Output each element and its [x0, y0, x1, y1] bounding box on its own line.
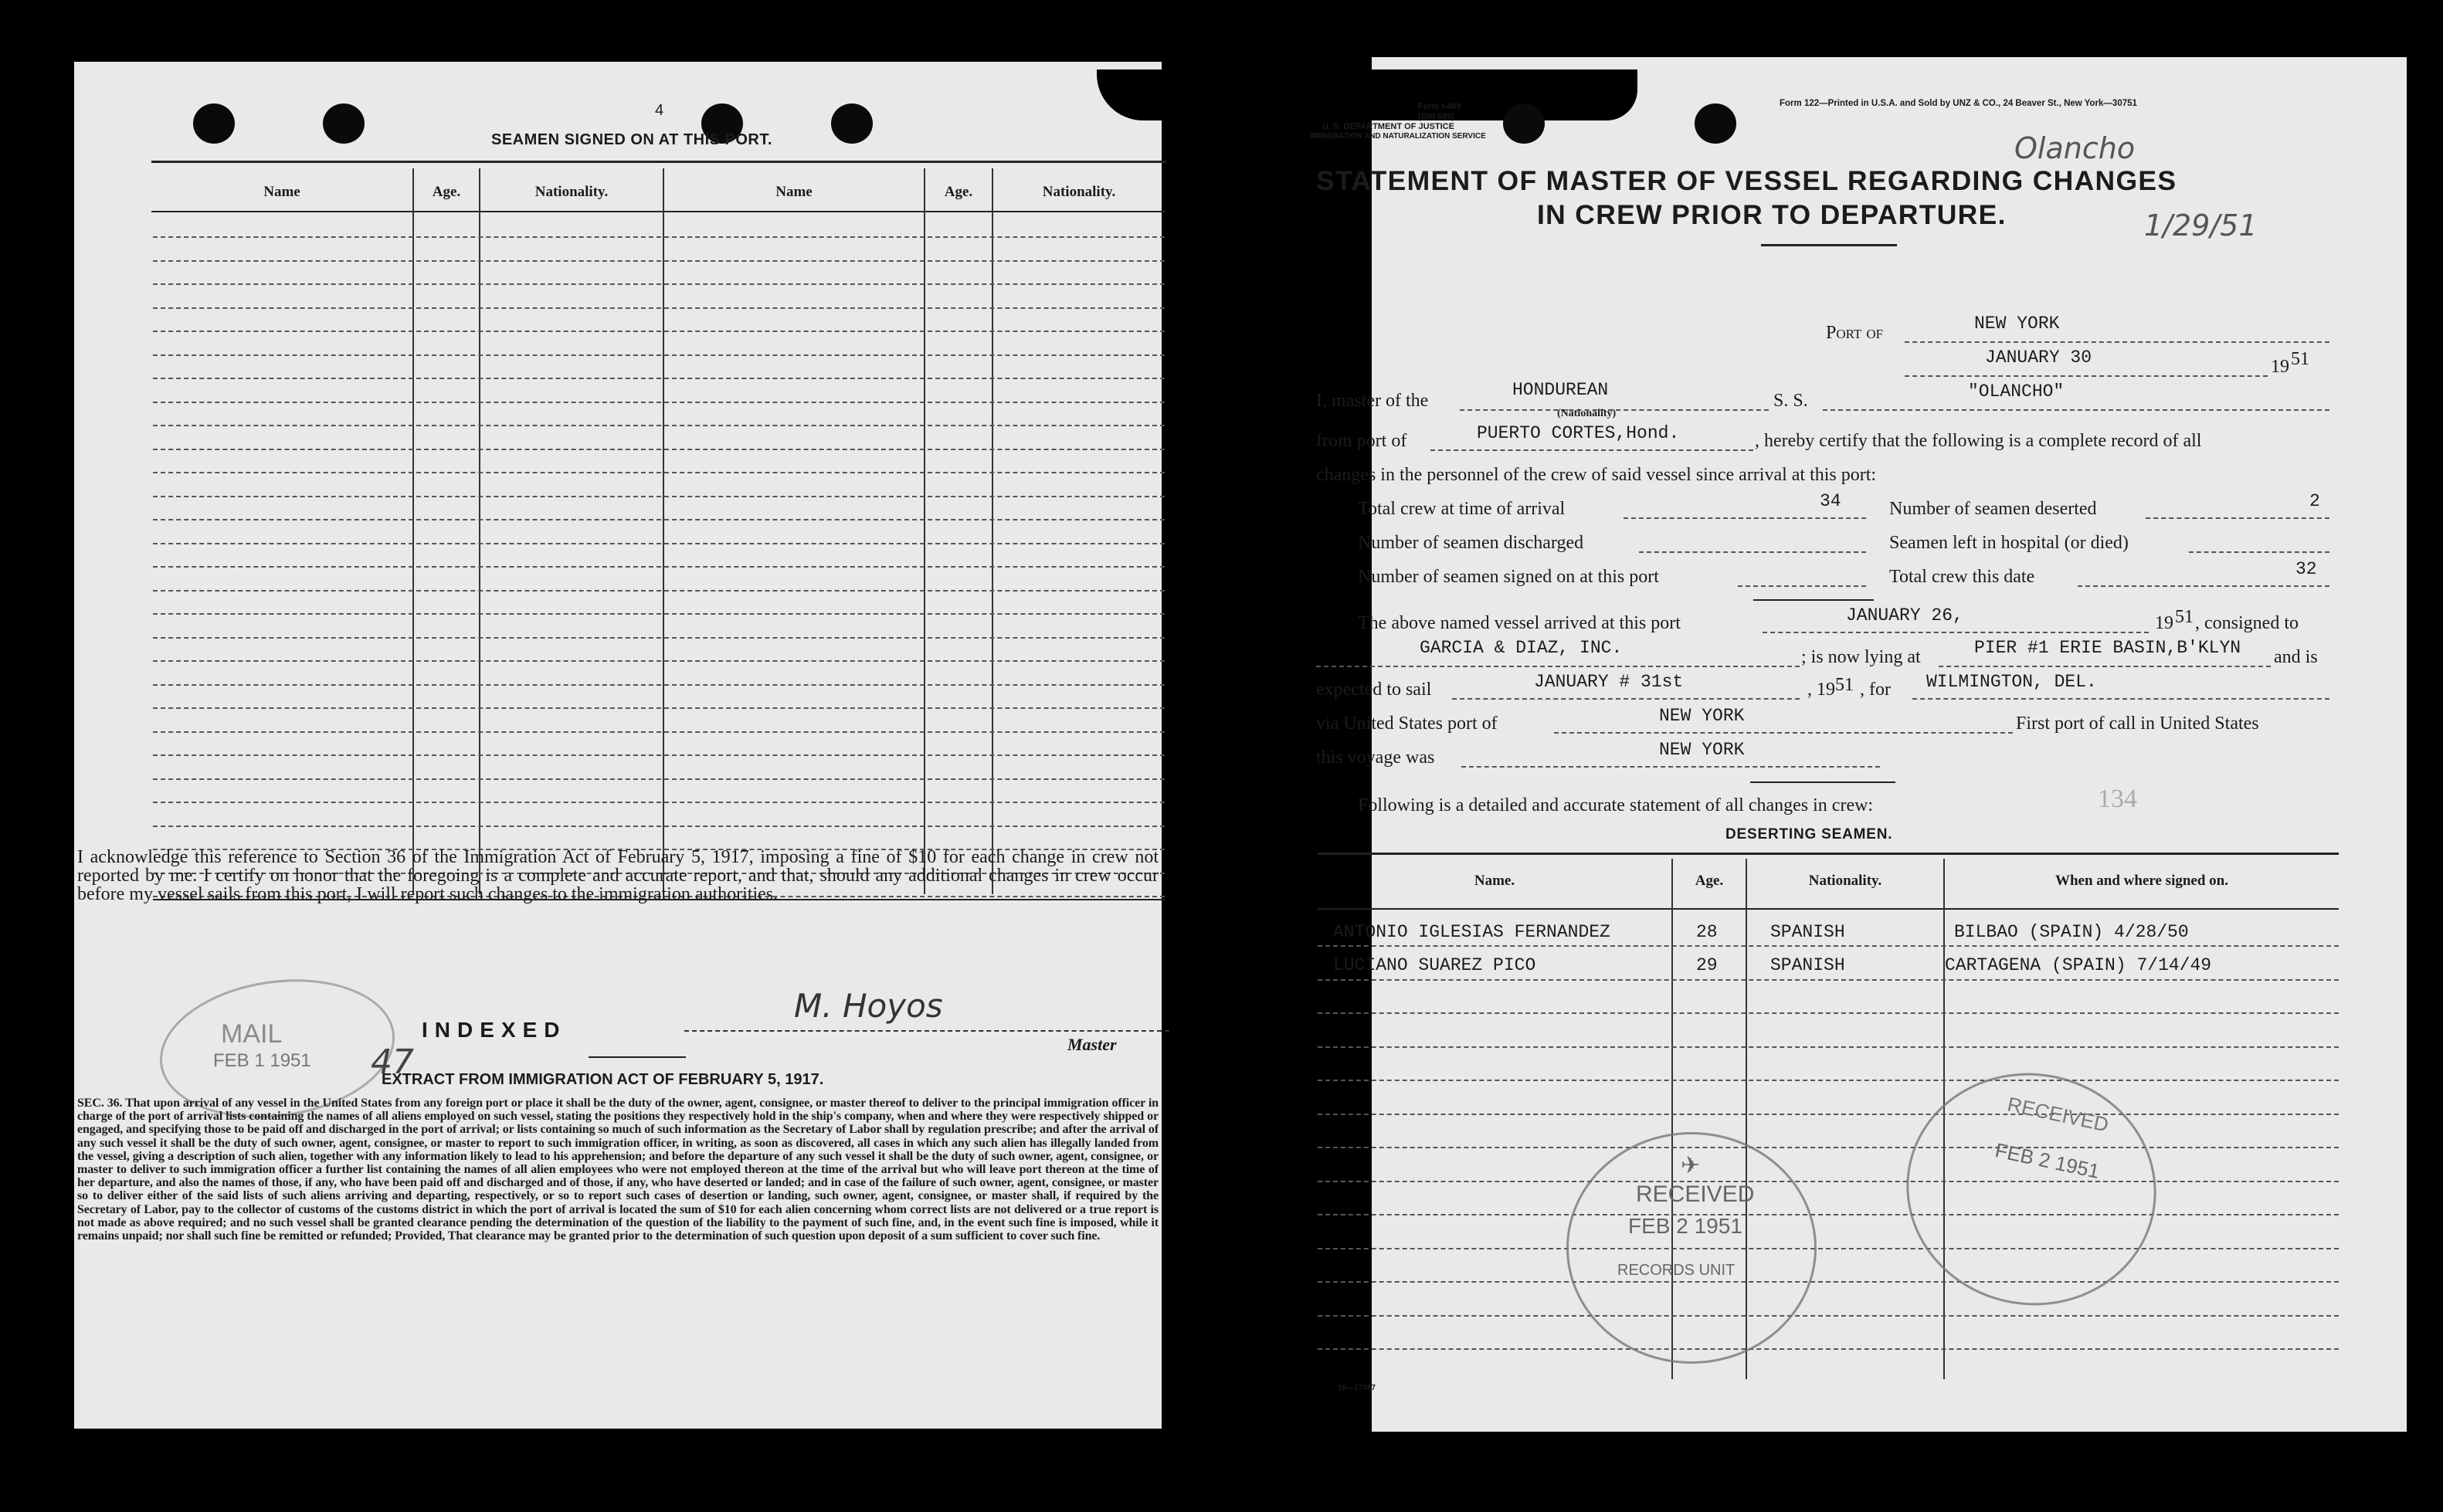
fill-line [2189, 551, 2329, 553]
received-stamp-label: RECEIVED [2005, 1092, 2111, 1137]
deserter-nationality: SPANISH [1770, 955, 1845, 975]
column-header: Name [775, 184, 813, 200]
row-line [153, 307, 1165, 309]
fill-line [1452, 698, 1800, 700]
fill-line [1738, 585, 1866, 587]
extract-text: SEC. 36. That upon arrival of any vessel in the United States from any foreign port or place it shall be the duty of the owner, agent, consignee, or master thereof to deliver to the principal immigration officer in charge of the port of arrival lists containing the names of all aliens employed on such vessel, stating the positions they respectively hold in the ship's company, when and where they were respectively shipped or engaged, and specifying those to be paid off and discharged in the port of arrival; or lists containing so much of such information as the Secretary of Labor shall by regulation prescribe; and after the arrival of any such vessel it shall be the duty of such owner, agent, consignee, or master to report to such immigration officer, in writing, as soon as discovered, all cases in which any such alien has illegally landed from the vessel, giving a description of such alien, together with any information likely to lead to his apprehension; and before the departure of any such vessel it shall be the duty of such owner, agent, consignee, or master to deliver to such immigration officer a further list containing the names of all alien employees who were not employed thereon at the time of the arrival but who will leave port thereon at the time of her departure, and also the names of those, if any, who have been paid off and discharged and of those, if any, who have deserted or landed; and in case of the failure of such owner, agent, consignee, or master so to deliver either of the said lists of such aliens arriving and departing, respectively, or so to report such cases of desertion or landing, such owner, agent, consignee, or master shall, if required by the Secretary of Labor, pay to the collector of customs of the customs district in which the port of arrival is located the sum of $10 for each alien concerning whom correct lists are not delivered or a true report is not made as above required; and no such vessel shall be granted clearance pending the determination of the question of the liability to the payment of such fine, and, in the event such fine is imposed, while it remains unpaid; nor shall such fine be remitted or refunded; Provided, That clearance may be granted prior to the determination of such question upon deposit of a sum sufficient to cover such fine. [77, 1097, 1159, 1243]
row-line [153, 543, 1165, 544]
via-label: via United States port of [1316, 714, 1498, 734]
sail-date: JANUARY # 31st [1534, 672, 1684, 692]
department: U. S. DEPARTMENT OF JUSTICE [1322, 122, 1454, 131]
fill-line [2146, 517, 2329, 519]
row-line [1318, 1315, 2339, 1317]
row-line [153, 707, 1165, 709]
fill-line [1624, 517, 1866, 519]
received-stamp-icon: ✈ [1681, 1153, 1701, 1178]
row-line [153, 378, 1165, 379]
master-of-label: I, master of the [1316, 391, 1429, 411]
page-mark: 134 [2098, 785, 2137, 813]
signed-on-label: Number of seamen signed on at this port [1358, 567, 1659, 587]
row-line [153, 566, 1165, 568]
row-line [153, 613, 1165, 615]
row-line [153, 331, 1165, 332]
row-line [153, 354, 1165, 356]
lying-label: ; is now lying at [1801, 647, 1921, 667]
table-top-rule [1318, 853, 2339, 855]
row-line [153, 472, 1165, 473]
expected-label: expected to sail [1316, 680, 1432, 700]
column-header: Nationality. [534, 184, 609, 200]
first-port-value: NEW YORK [1659, 740, 1745, 760]
fill-line [1554, 732, 2013, 734]
consignee-value: GARCIA & DIAZ, INC. [1420, 638, 1623, 658]
column-divider [992, 168, 993, 894]
ss-label: S. S. [1773, 391, 1808, 411]
hospital-label: Seamen left in hospital (or died) [1889, 533, 2129, 553]
row-line [153, 283, 1165, 285]
punch-hole [1695, 103, 1736, 144]
lying-at-value: PIER #1 ERIE BASIN,B'KLYN [1974, 638, 2241, 658]
port-value: NEW YORK [1974, 314, 2060, 334]
column-header: Name. [1474, 873, 1515, 889]
sail-year: 51 [1835, 675, 1854, 695]
mail-stamp-date: FEB 1 1951 [213, 1050, 311, 1071]
left-page-title: SEAMEN SIGNED ON AT THIS PORT. [491, 131, 772, 148]
title-rule [1761, 244, 1897, 246]
arrived-year: 51 [2175, 607, 2194, 627]
row-line [153, 496, 1165, 497]
column-divider [412, 168, 414, 894]
row-line [1318, 1348, 2339, 1350]
year-prefix: 19 [2271, 357, 2289, 377]
row-line [153, 260, 1165, 262]
total-arrival-value: 34 [1820, 491, 1841, 511]
divider [1750, 781, 1895, 783]
row-line [1318, 1080, 2339, 1081]
voyage-label: this voyage was [1316, 748, 1435, 768]
punch-hole [1503, 103, 1545, 144]
row-line [153, 825, 1165, 827]
deserter-name: LUCIANO SUAREZ PICO [1333, 955, 1536, 975]
column-header: Age. [944, 184, 973, 200]
signature-line [684, 1030, 1169, 1032]
row-line [1318, 1281, 2339, 1283]
form-old-number: (Old 689) [1418, 112, 1455, 121]
sum-rule [1753, 599, 1874, 601]
fill-line [1823, 409, 2329, 411]
total-date-value: 32 [2295, 559, 2317, 579]
fill-line [1639, 551, 1866, 553]
printer-line: Form 122—Printed in U.S.A. and Sold by UNZ & CO., 24 Beaver St., New York—30751 [1780, 99, 2137, 108]
consigned-label: , consigned to [2195, 613, 2299, 633]
column-header: Age. [1695, 873, 1724, 889]
deserter-age: 28 [1696, 922, 1718, 942]
fill-line [1461, 766, 1880, 768]
following-text: Following is a detailed and accurate statement of all changes in crew: [1358, 795, 1874, 815]
column-header: Nationality. [1042, 184, 1116, 200]
page-number: 4 [655, 102, 664, 119]
from-port-value: PUERTO CORTES,Hond. [1477, 423, 1680, 443]
column-divider [663, 168, 664, 894]
handwritten-vessel-note: Olancho [2014, 131, 2136, 165]
indexed-stamp: INDEXED [422, 1018, 567, 1042]
row-line [153, 802, 1165, 803]
header-rule [151, 161, 1166, 163]
arrived-date: JANUARY 26, [1846, 605, 1963, 625]
master-label: Master [1067, 1035, 1117, 1054]
row-line [1318, 1181, 2339, 1182]
and-is-label: and is [2274, 647, 2318, 667]
deserter-nationality: SPANISH [1770, 922, 1845, 942]
fill-line [1430, 449, 1753, 451]
row-line [1318, 1147, 2339, 1148]
form-title-line1: STATEMENT OF MASTER OF VESSEL REGARDING CHANGES [1316, 165, 2177, 196]
row-line [153, 778, 1165, 780]
punch-hole [831, 103, 873, 144]
form-title-line2: IN CREW PRIOR TO DEPARTURE. [1537, 199, 2007, 230]
row-line [153, 590, 1165, 592]
extract-title: EXTRACT FROM IMMIGRATION ACT OF FEBRUARY 5, 1917. [382, 1071, 824, 1088]
row-line [153, 684, 1165, 686]
vessel-name: "OLANCHO" [1968, 381, 2065, 402]
fill-line [1763, 632, 2149, 633]
year-suffix: 51 [2291, 349, 2309, 369]
fill-line [1316, 666, 1800, 667]
row-line [1318, 1012, 2339, 1014]
records-unit: RECORDS UNIT [1617, 1262, 1736, 1279]
handwritten-date: 1/29/51 [2144, 208, 2258, 242]
for-label: , for [1860, 680, 1891, 700]
received-stamp-date: FEB 2 1951 [1993, 1138, 2102, 1183]
indexed-number: 47 [371, 1042, 414, 1082]
punch-hole [323, 103, 365, 144]
row-line [1318, 979, 2339, 981]
acknowledgment-text: I acknowledge this reference to Section 36 of the Immigration Act of February 5, 1917, imposing a fine of $10 for each change in crew not reported by me. I certify on honor that the foregoing is a complete and accurate report, and that, should any additional changes in crew occur before my vessel sails from this port, I will report such changes to the immigration authorities. [77, 847, 1159, 904]
from-port-label: from port of [1316, 431, 1407, 451]
column-header: Nationality. [1808, 873, 1882, 889]
deserted-value: 2 [2309, 491, 2320, 511]
total-date-label: Total crew this date [1889, 567, 2035, 587]
arrived-label: The above named vessel arrived at this port [1358, 613, 1681, 633]
destination-value: WILMINGTON, DEL. [1926, 672, 2097, 692]
deserter-name: ANTONIO IGLESIAS FERNANDEZ [1333, 922, 1610, 942]
via-port-value: NEW YORK [1659, 706, 1745, 726]
row-line [1318, 1114, 2339, 1115]
row-line [153, 754, 1165, 756]
fill-line [1912, 698, 2329, 700]
port-label: Port of [1826, 323, 1884, 343]
row-line [1318, 1248, 2339, 1249]
certify-text: , hereby certify that the following is a complete record of all [1755, 431, 2202, 451]
form-number: Form I-489 [1418, 102, 1461, 111]
row-line [153, 731, 1165, 733]
received-stamp-label: RECEIVED [1636, 1181, 1755, 1207]
deserter-age: 29 [1696, 955, 1718, 975]
service: IMMIGRATION AND NATURALIZATION SERVICE [1310, 132, 1486, 141]
row-line [153, 236, 1165, 238]
right-page [1372, 57, 2407, 1432]
row-line [153, 449, 1165, 450]
deserter-signed-on: BILBAO (SPAIN) 4/28/50 [1954, 922, 2189, 942]
column-divider [479, 168, 480, 894]
fill-line [2078, 585, 2329, 587]
nationality-value: HONDUREAN [1512, 380, 1609, 400]
discharged-label: Number of seamen discharged [1358, 533, 1584, 553]
row-line [1318, 1214, 2339, 1215]
received-stamp-date: FEB 2 1951 [1628, 1214, 1742, 1238]
deserted-label: Number of seamen deserted [1889, 499, 2097, 519]
deserter-signed-on: CARTAGENA (SPAIN) 7/14/49 [1945, 955, 2212, 975]
mail-stamp-label: MAIL [221, 1019, 283, 1049]
footer-code: 16—17387 [1338, 1384, 1376, 1392]
table-header-rule [1318, 908, 2339, 910]
nationality-caption: (Nationality) [1557, 408, 1617, 419]
changes-text: changes in the personnel of the crew of said vessel since arrival at this port: [1316, 465, 1877, 485]
divider [589, 1056, 686, 1058]
date-value: JANUARY 30 [1985, 347, 2092, 368]
column-header: Age. [432, 184, 461, 200]
row-line [1318, 945, 2339, 947]
deserting-title: DESERTING SEAMEN. [1725, 826, 1893, 842]
header-rule [151, 211, 1166, 212]
fill-line [1939, 666, 2271, 667]
row-line [153, 660, 1165, 662]
column-header: Name [263, 184, 300, 200]
row-line [153, 402, 1165, 403]
total-arrival-label: Total crew at time of arrival [1358, 499, 1566, 519]
column-header: When and where signed on. [2054, 873, 2228, 889]
row-line [153, 425, 1165, 426]
row-line [153, 519, 1165, 520]
first-port-label: First port of call in United States [2016, 714, 2259, 734]
row-line [1318, 1046, 2339, 1048]
fill-line [1905, 341, 2329, 343]
torn-edge [1097, 69, 1637, 120]
master-signature: M. Hoyos [794, 987, 943, 1025]
punch-hole [193, 103, 235, 144]
fill-line [1905, 375, 2268, 377]
row-line [153, 637, 1165, 639]
column-divider [924, 168, 925, 894]
